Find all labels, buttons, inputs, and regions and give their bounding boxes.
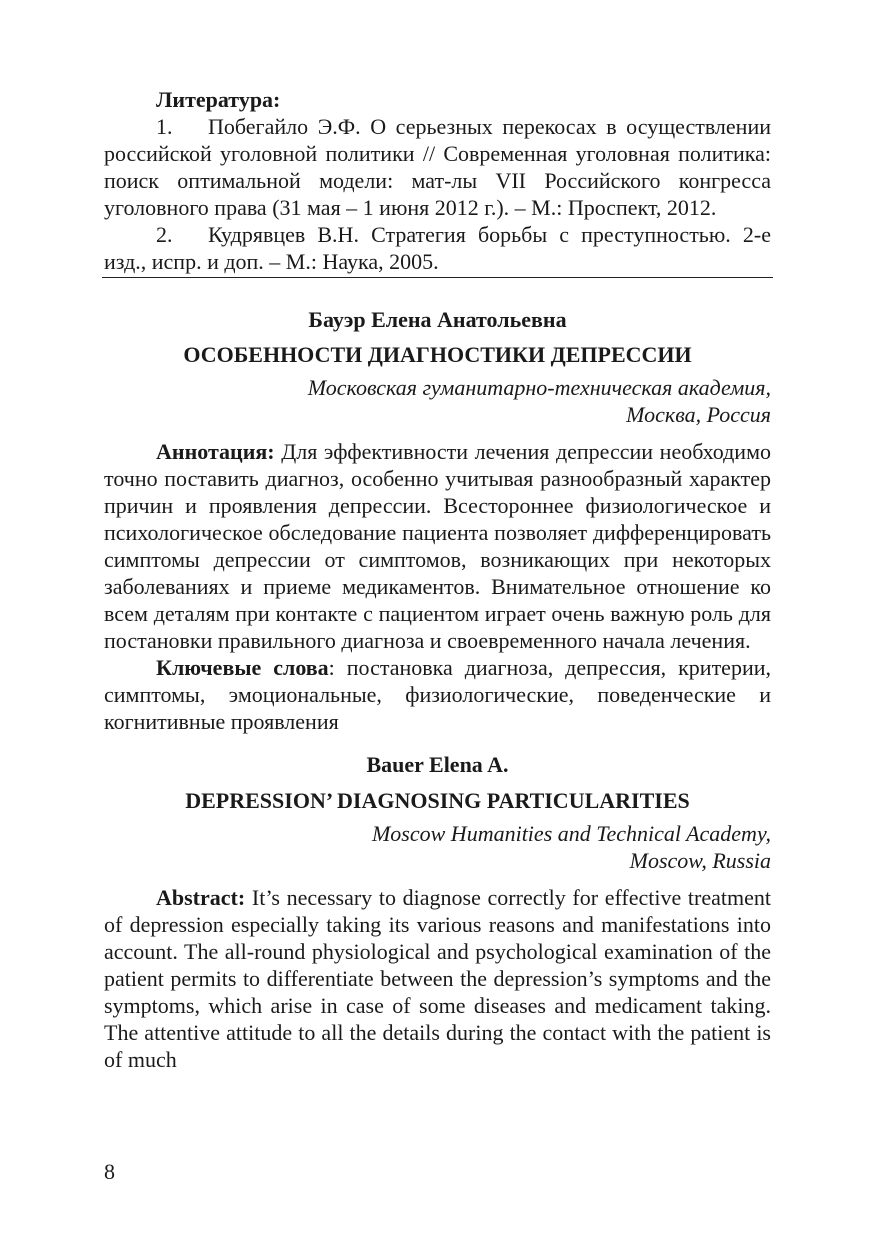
reference-text: Побегайло Э.Ф. О серьезных перекосах в осуществлении российской уголовной политики // Современная уголовная политика: поиск оптимальной модели: мат-лы VII Российского конгресса уголовного права (31 мая – 1 июня 2012 г.). – М.: Проспект, 2012. [104,114,771,220]
abstract-paragraph-en [104,884,771,1073]
russian-abstract [104,438,771,735]
keywords-text-ru: : постановка диагноза, депрессия, критерии, симптомы, эмоциональные, физиологические, поведенческие и когнитивные проявления [104,655,771,734]
article-title-en: DEPRESSION’ DIAGNOSING PARTICULARITIES [185,788,690,813]
references-section [104,86,771,278]
reference-text: Кудрявцев В.Н. Стратегия борьбы с преступностью. 2-е изд., испр. и доп. – М.: Наука, 2005. [104,222,771,274]
author-name-en: Bauer Elena A. [366,752,509,777]
affiliation-ru-line2: Москва, Россия [626,402,771,427]
abstract-label-ru: Аннотация: [156,439,275,464]
reference-item [104,221,771,275]
reference-item [104,113,771,221]
abstract-text-ru: Для эффективности лечения депрессии необходимо точно поставить диагноз, особенно учитывая разнообразный характер причин и проявления депрессии. Всестороннее физиологическое и психологическое обследование пациента позволяет дифференцировать симптомы депрессии от симптомов, возникающих при некоторых заболеваниях и приеме медикаментов. Внимательное отношение ко всем деталям при контакте с пациентом играет очень важную роль для постановки правильного диагноза и своевременного начала лечения. [104,439,771,653]
article-title-ru: ОСОБЕННОСТИ ДИАГНОСТИКИ ДЕПРЕССИИ [183,342,692,367]
section-divider [102,277,773,278]
affiliation-en-line1: Moscow Humanities and Technical Academy, [371,821,771,846]
author-name-ru: Бауэр Елена Анатольевна [308,307,567,332]
keywords-label-ru: Ключевые слова [156,655,329,680]
english-article-header [104,751,771,874]
reference-number: 2. [156,222,173,247]
affiliation-ru-line1: Московская гуманитарно-техническая академия, [307,375,771,400]
affiliation-en-line2: Moscow, Russia [629,848,771,873]
affiliation-en [104,820,771,874]
english-abstract [104,884,771,1073]
abstract-label-en: Abstract: [156,885,246,910]
affiliation-ru [104,374,771,428]
keywords-paragraph-ru [104,654,771,735]
page-number: 8 [104,1159,115,1184]
abstract-text-en: It’s necessary to diagnose correctly for effective treatment of depression especially taking its various reasons and manifestations into account. The all-round physiological and psychological examination of the patient permits to differentiate between the depression’s symptoms and the symptoms, which arise in case of some diseases and medicament taking. The attentive attitude to all the details during the contact with the patient is of much [104,885,771,1072]
references-heading: Литература: [156,87,281,112]
abstract-paragraph-ru [104,438,771,654]
reference-number: 1. [156,114,173,139]
russian-article-header [104,306,771,428]
page-content [104,86,771,1073]
